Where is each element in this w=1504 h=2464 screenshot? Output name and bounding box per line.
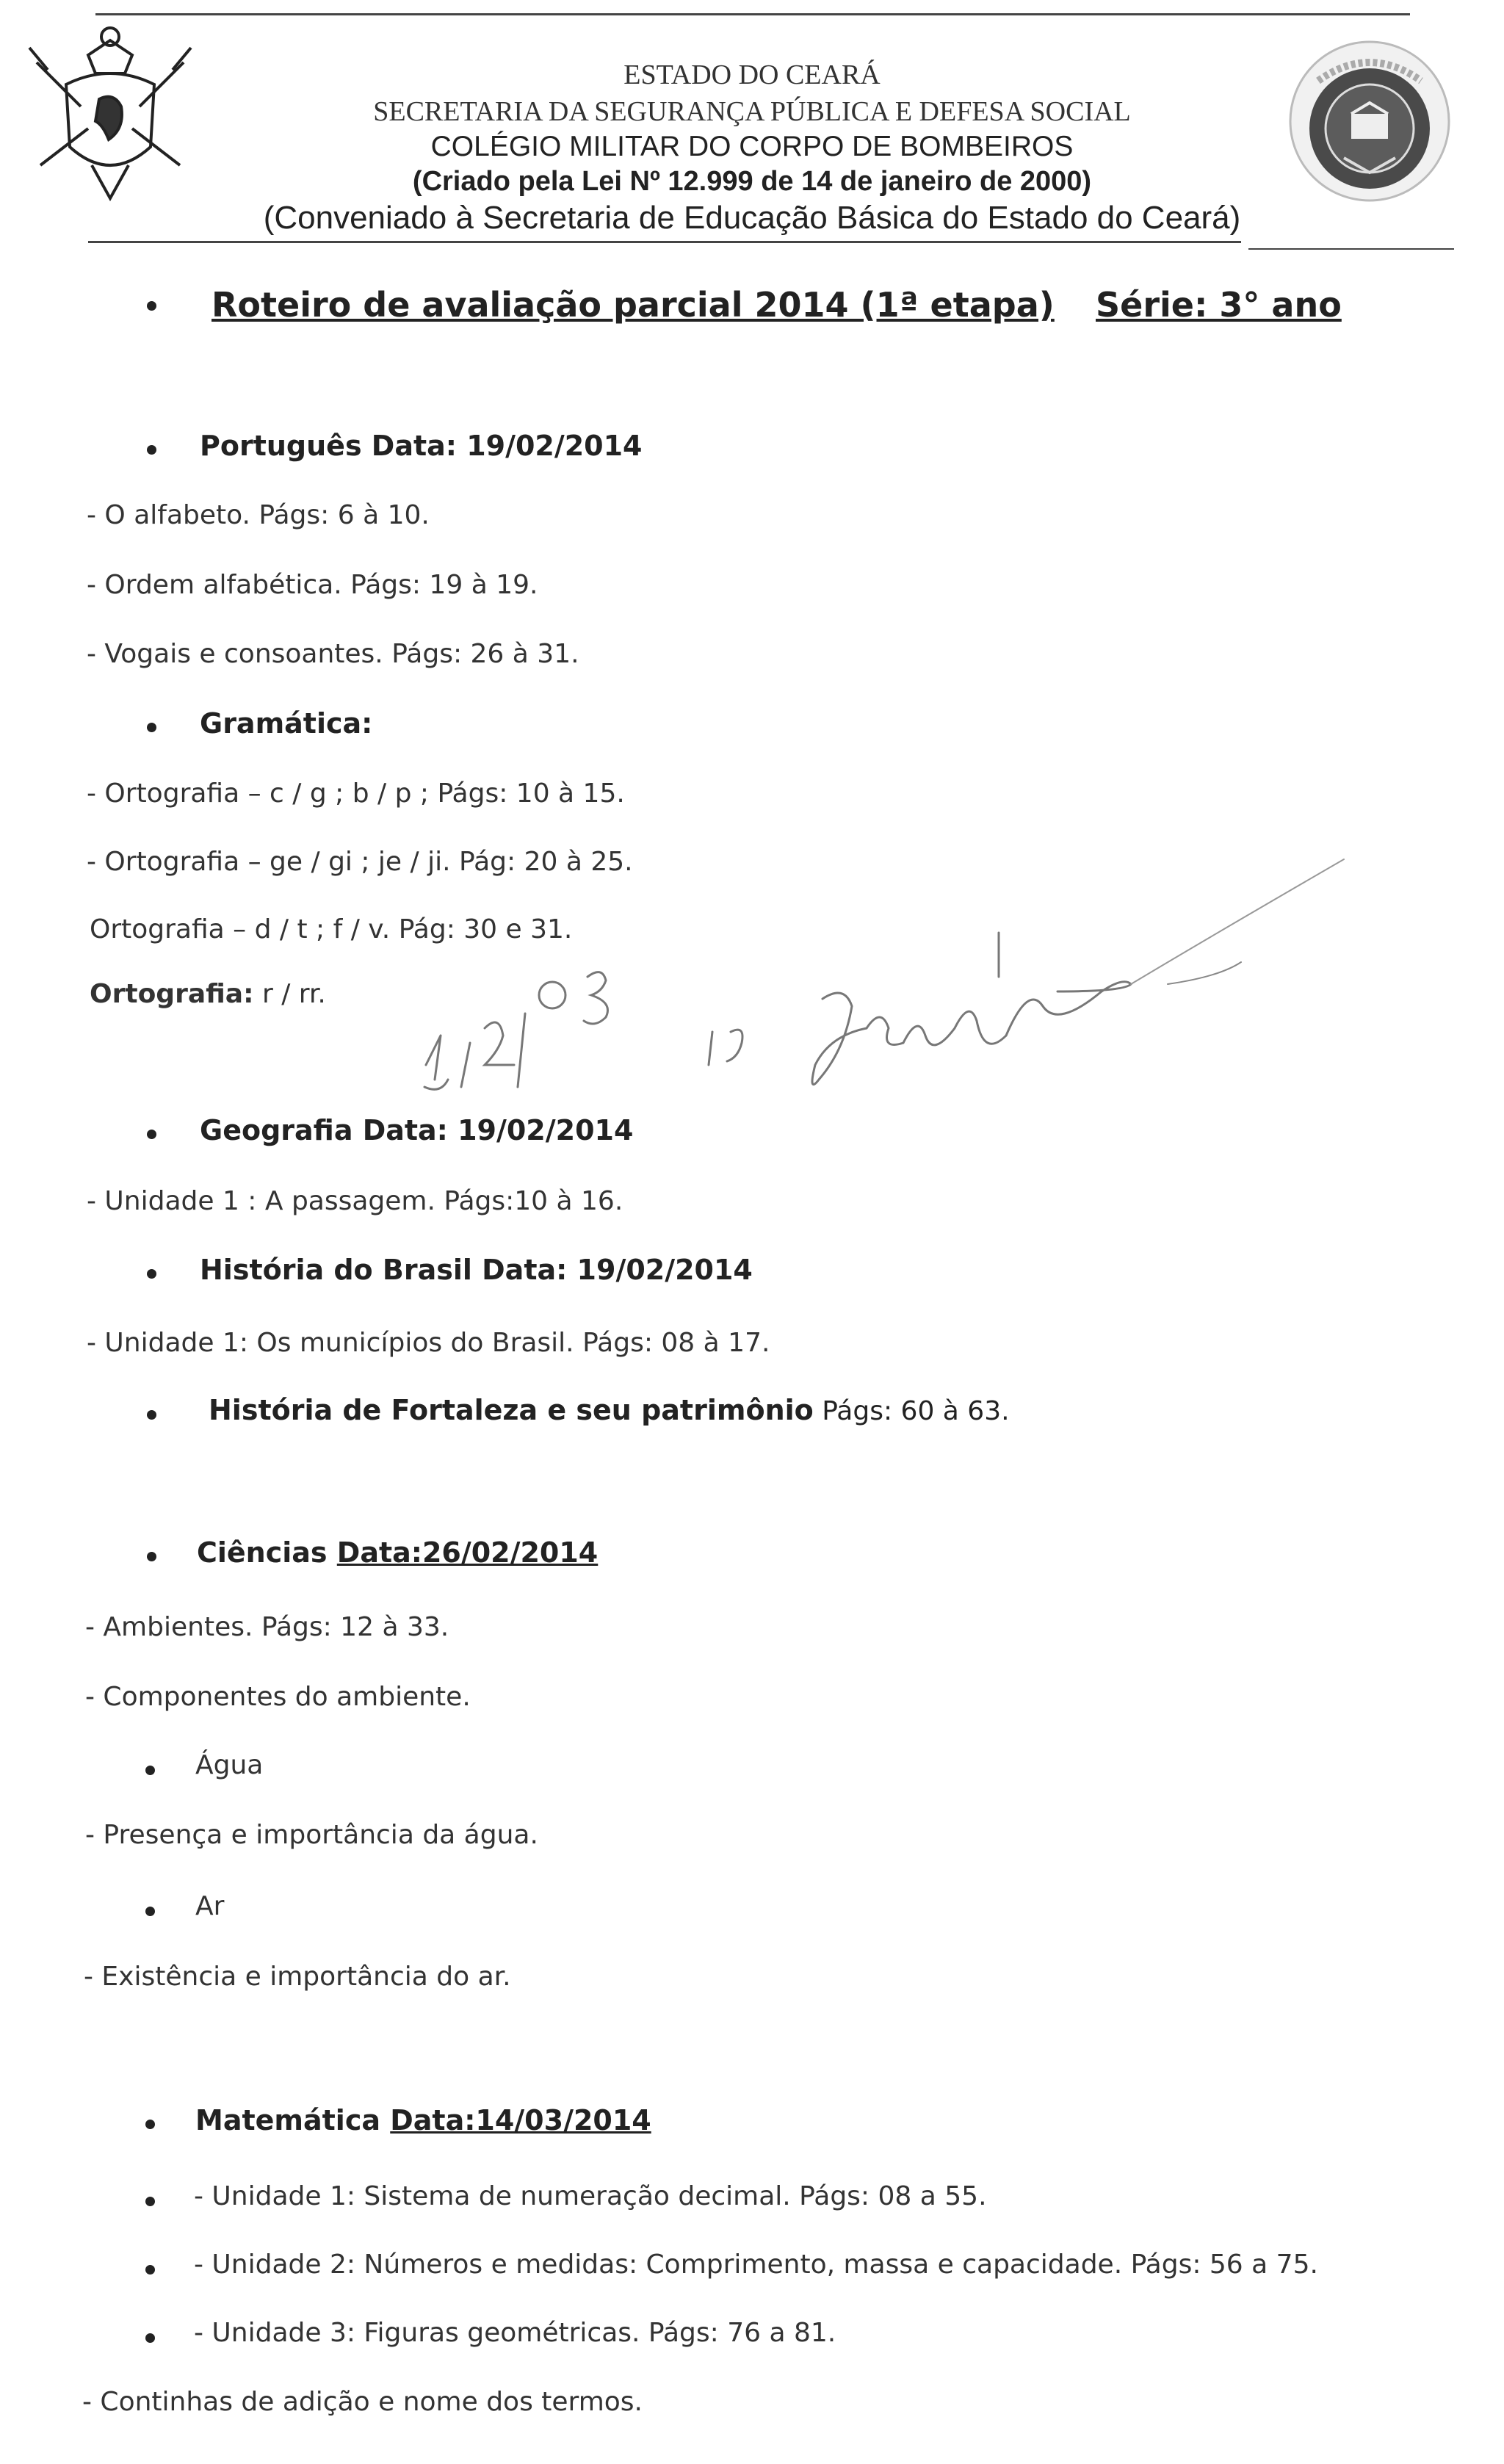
- list-item: - Unidade 1: Sistema de numeração decimal. Págs: 08 a 55.: [194, 2181, 987, 2211]
- bullet-icon: [145, 2333, 155, 2343]
- sub-bullet-ar: Ar: [195, 1891, 225, 1921]
- header-law: (Criado pela Lei Nº 12.999 de 14 de janeiro de 2000): [412, 166, 1092, 197]
- section-portugues-heading: Português Data: 19/02/2014: [200, 430, 643, 462]
- section-ciencias-heading: [197, 1536, 598, 1569]
- list-item: [90, 979, 326, 1009]
- historia-fortaleza-pages: Págs: 60 à 63.: [813, 1396, 1010, 1426]
- bullet-icon: [145, 1766, 155, 1775]
- header-agreement: (Conveniado à Secretaria de Educação Básica do Estado do Ceará): [263, 200, 1241, 236]
- bullet-icon: [147, 1130, 156, 1139]
- header-secretariat: SECRETARIA DA SEGURANÇA PÚBLICA E DEFESA SOCIAL: [373, 96, 1131, 127]
- ciencias-date: Data:26/02/2014: [336, 1536, 599, 1569]
- ciencias-title: Ciências: [197, 1536, 337, 1569]
- header-rule-left: [88, 241, 1241, 243]
- list-item: - O alfabeto. Págs: 6 à 10.: [87, 500, 430, 530]
- list-item: - Unidade 1: Os municípios do Brasil. Págs: 08 à 17.: [87, 1328, 770, 1358]
- section-geografia-heading: Geografia Data: 19/02/2014: [200, 1114, 634, 1146]
- header-school: COLÉGIO MILITAR DO CORPO DE BOMBEIROS: [430, 131, 1074, 162]
- ortografia-label: Ortografia:: [90, 979, 254, 1009]
- list-item: - Existência e importância do ar.: [84, 1962, 511, 1992]
- ortografia-value: r / rr.: [253, 979, 326, 1009]
- list-item: - Ortografia – c / g ; b / p ; Págs: 10 à 15.: [87, 778, 625, 809]
- bullet-icon: [147, 1552, 156, 1561]
- list-item: - Ortografia – ge / gi ; je / ji. Pág: 20 à 25.: [87, 847, 633, 877]
- list-item: - Unidade 3: Figuras geométricas. Págs: 76 a 81.: [194, 2318, 836, 2348]
- list-item: - Unidade 1 : A passagem. Págs:10 à 16.: [87, 1186, 623, 1216]
- bullet-icon: [145, 2120, 155, 2129]
- bullet-icon: [147, 1269, 156, 1279]
- bullet-icon: [147, 301, 156, 311]
- bullet-icon: [145, 2197, 155, 2206]
- sub-bullet-agua: Água: [195, 1750, 264, 1780]
- list-item: - Vogais e consoantes. Págs: 26 à 31.: [87, 639, 579, 669]
- list-item: - Componentes do ambiente.: [85, 1682, 471, 1712]
- list-item: - Presença e importância da água.: [85, 1820, 538, 1850]
- top-border: [95, 13, 1410, 15]
- list-item: - Ambientes. Págs: 12 à 33.: [85, 1612, 449, 1642]
- list-item: Ortografia – d / t ; f / v. Pág: 30 e 31.: [90, 914, 573, 944]
- matematica-date: Data:14/03/2014: [390, 2104, 651, 2136]
- list-item: - Unidade 2: Números e medidas: Comprimento, massa e capacidade. Págs: 56 a 75.: [194, 2250, 1318, 2280]
- header-state: ESTADO DO CEARÁ: [623, 59, 881, 90]
- historia-fortaleza-title: História de Fortaleza e seu patrimônio: [209, 1394, 814, 1426]
- series-label: Série: 3° ano: [1096, 285, 1342, 325]
- bullet-icon: [147, 445, 156, 455]
- section-historia-fortaleza-heading: [209, 1394, 1010, 1426]
- section-historia-brasil-heading: História do Brasil Data: 19/02/2014: [200, 1254, 753, 1286]
- list-item: - Continhas de adição e nome dos termos.: [82, 2387, 643, 2417]
- header-rule-right: [1248, 248, 1454, 250]
- matematica-title: Matemática: [195, 2104, 391, 2136]
- bullet-icon: [147, 723, 156, 732]
- section-gramatica-heading: Gramática:: [200, 707, 373, 740]
- section-matematica-heading: [195, 2104, 651, 2136]
- list-item: - Ordem alfabética. Págs: 19 à 19.: [87, 570, 538, 600]
- bullet-icon: [145, 2265, 155, 2275]
- page-title: Roteiro de avaliação parcial 2014 (1ª etapa): [212, 285, 1055, 325]
- bullet-icon: [145, 1907, 155, 1916]
- bullet-icon: [147, 1410, 156, 1420]
